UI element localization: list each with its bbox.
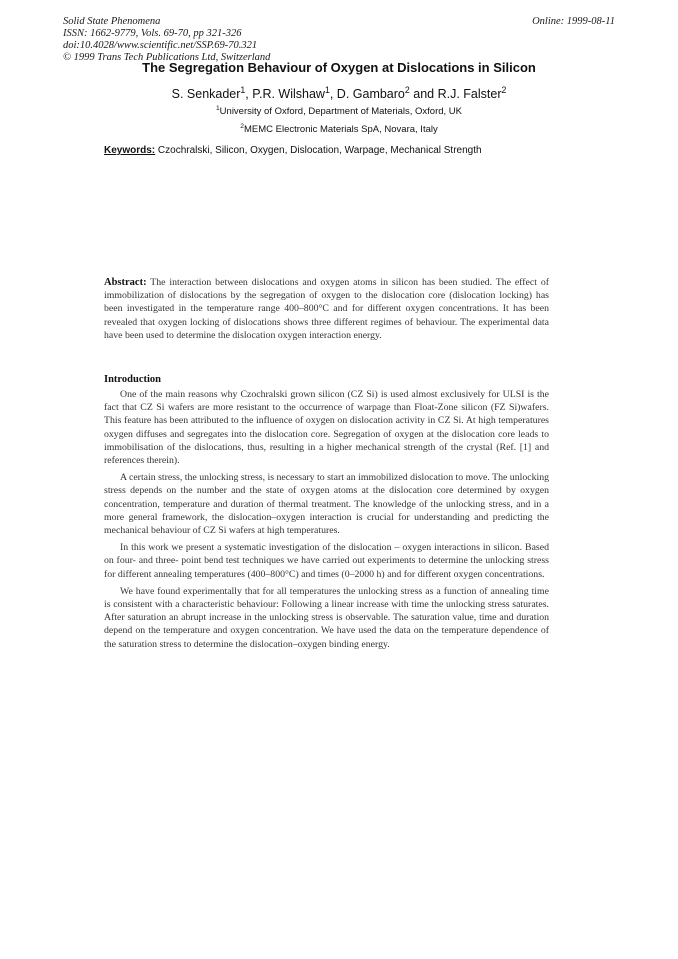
author-affil-mark: 2 — [404, 84, 410, 95]
author-affil-mark: 1 — [324, 84, 330, 95]
abstract-label: Abstract: — [104, 277, 147, 288]
section-heading-introduction: Introduction — [104, 374, 161, 385]
author-affil-mark: 1 — [240, 84, 246, 95]
author-name: P.R. Wilshaw — [252, 87, 325, 101]
paragraph: We have found experimentally that for all temperatures the unlocking stress as a function of annealing time is consistent with a characteristic behaviour: Following a linear increase with time the unlocking stress saturates. After saturation an abrupt increase in the unlocking stress is observable. The saturation value, time and duration depend on the temperature and oxygen concentration. We have used the data on the temperature dependence of the saturation stress to determine the dislocation–oxygen binding energy. — [104, 585, 549, 650]
abstract-text: The interaction between dislocations and oxygen atoms in silicon has been studied. The effect of immobilization of dislocations by the segregation of oxygen to the dislocation core (dislocation locking) has been investigated in the temperature range 400–800°C and for different oxygen concentrations. It has been revealed that oxygen locking of dislocations shows three different regimes of behaviour. The experimental data have been used to determine the dislocation oxygen interaction energy. — [104, 277, 549, 341]
affil-mark: 2 — [240, 122, 244, 130]
author-name: S. Senkader — [171, 87, 241, 101]
introduction-body — [104, 388, 549, 655]
paragraph: A certain stress, the unlocking stress, is necessary to start an immobilized dislocation to move. The unlocking stress depends on the number and the state of oxygen atoms at the dislocation core determined by oxygen concentration, temperature and duration of thermal treatment. The knowledge of the unlocking stress, and in a more general framework, the dislocation–oxygen interaction is crucial for understanding and predicting the mechanical behaviour of CZ Si wafers at high temperatures. — [104, 472, 549, 537]
keywords — [104, 145, 482, 156]
journal-name: Solid State Phenomena — [63, 16, 161, 27]
author-list: S. Senkader$^1$, P.R. Wilshaw$^1$, D. Gambaro$^2$ and R.J. Falster$^2$ — [171, 84, 507, 101]
author-name: R.J. Falster — [437, 87, 502, 101]
paragraph: One of the main reasons why Czochralski grown silicon (CZ Si) is used almost exclusively for ULSI is the fact that CZ Si wafers are more resistant to the occurrence of warpage than Float-Zone silicon (FZ Si)wafers. This feature has been attributed to the influence of oxygen on dislocation activity in CZ Si. At high temperatures oxygen diffuses and segregates into the dislocation core. Segregation of oxygen at the dislocation core leads to immobilisation of the dislocations, thus, resulting in a higher mechanical strength of the crystal (Ref. [1] and references therein). — [104, 389, 549, 467]
keywords-label: Keywords: — [104, 145, 156, 156]
issn-line: ISSN: 1662-9779, Vols. 69-70, pp 321-326 — [63, 28, 242, 39]
affiliation-1 — [0, 106, 678, 117]
keywords-text: Czochralski, Silicon, Oxygen, Dislocation, Warpage, Mechanical Strength — [157, 145, 482, 156]
affiliation-2 — [0, 124, 678, 135]
paragraph: In this work we present a systematic investigation of the dislocation – oxygen interactions in silicon. Based on four- and three- point bend test techniques we have carried out experiments to determine the unlocking stress for different annealing temperatures (400–800°C) and times (0–2000 h) and for different oxygen concentrations. — [104, 542, 549, 580]
page-header — [63, 16, 615, 64]
author-name: D. Gambaro — [336, 87, 405, 101]
affil-text: University of Oxford, Department of Materials, Oxford, UK — [219, 106, 463, 117]
online-date: Online: 1999-08-11 — [532, 16, 615, 27]
doi-line: doi:10.4028/www.scientific.net/SSP.69-70.321 — [63, 40, 258, 51]
affil-text: MEMC Electronic Materials SpA, Novara, Italy — [243, 124, 438, 135]
author-affil-mark: 2 — [501, 84, 507, 95]
abstract — [104, 276, 549, 342]
affil-mark: 1 — [215, 104, 220, 112]
copyright-line: © 1999 Trans Tech Publications Ltd, Switzerland — [63, 52, 271, 63]
paper-title: The Segregation Behaviour of Oxygen at Dislocations in Silicon — [142, 60, 536, 75]
